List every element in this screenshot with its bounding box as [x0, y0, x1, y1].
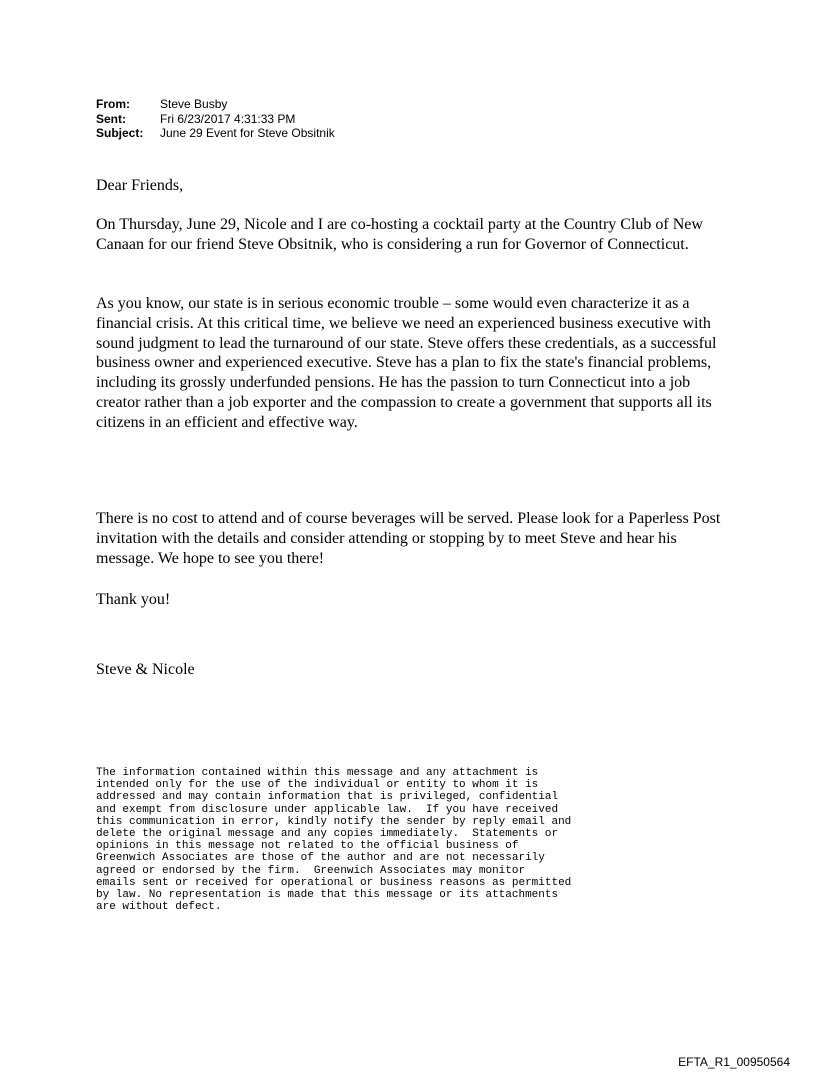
disclaimer-line: delete the original message and any copies immediately. Statements or [96, 828, 559, 841]
disclaimer-line: agreed or endorsed by the firm. Greenwich Associates may monitor [96, 864, 526, 877]
paragraph-event-text: On Thursday, June 29, Nicole and I are co-hosting a cocktail party at the Country Club of New Canaan for our friend Steve Obsitnik, who is considering a run for Governor of Connecticut. [96, 216, 703, 253]
paragraph-endorsement [96, 294, 736, 433]
subject-value: June 29 Event for Steve Obsitnik [160, 126, 335, 140]
disclaimer-line: addressed and may contain information that is privileged, confidential [96, 791, 559, 804]
subject-row [96, 126, 335, 141]
paragraph-event [96, 215, 736, 255]
sent-row [96, 112, 335, 127]
sent-label: Sent: [96, 111, 126, 126]
sent-value: Fri 6/23/2017 4:31:33 PM [160, 111, 296, 126]
disclaimer-line: Greenwich Associates are those of the author and are not necessarily [96, 852, 545, 865]
disclaimer-line: opinions in this message not related to the official business of [96, 840, 519, 853]
subject-label: Subject: [96, 126, 144, 140]
greeting-text: Dear Friends, [96, 177, 184, 194]
paragraph-invitation-text: There is no cost to attend and of course beverages will be served. Please look for a Paperless Post invitation with the details and consider attending or stopping by to meet Steve and hear his message. We hope to see you there! [96, 510, 721, 567]
disclaimer-line: intended only for the use of the individual or entity to whom it is [96, 779, 539, 792]
disclaimer-line: The information contained within this message and any attachment is [96, 767, 539, 779]
signoff [96, 660, 736, 680]
from-row [96, 97, 335, 112]
thanks-text: Thank you! [96, 591, 171, 608]
from-value: Steve Busby [160, 97, 228, 111]
signoff-text: Steve & Nicole [96, 661, 195, 678]
disclaimer-line: this communication in error, kindly notify the sender by reply email and [96, 815, 572, 828]
disclaimer-line: emails sent or received for operational or business reasons as permitted [96, 876, 572, 889]
disclaimer-line: and exempt from disclosure under applicable law. If you have received [96, 803, 559, 816]
paragraph-endorsement-text: As you know, our state is in serious economic trouble – some would even characterize it as a financial crisis. At this critical time, we believe we need an experienced business executive with sound judgment to lead the turnaround of our state. Steve offers these credentials, as a successful business owner and experienced executive. Steve has a plan to fix the state's financial problems, including its grossly underfunded pensions. He has the passion to turn Connecticut into a job creator rather than a job exporter and the compassion to create a government that supports all its citizens in an efficient and effective way. [96, 295, 717, 431]
legal-disclaimer [96, 767, 696, 913]
greeting [96, 176, 736, 196]
disclaimer-line: are without defect. [96, 901, 222, 914]
thanks [96, 590, 736, 610]
email-header [96, 97, 335, 141]
document-id: EFTA_R1_00950564 [678, 1055, 790, 1069]
from-label: From: [96, 97, 130, 111]
disclaimer-line: by law. No representation is made that this message or its attachments [96, 889, 559, 902]
paragraph-invitation [96, 509, 736, 568]
